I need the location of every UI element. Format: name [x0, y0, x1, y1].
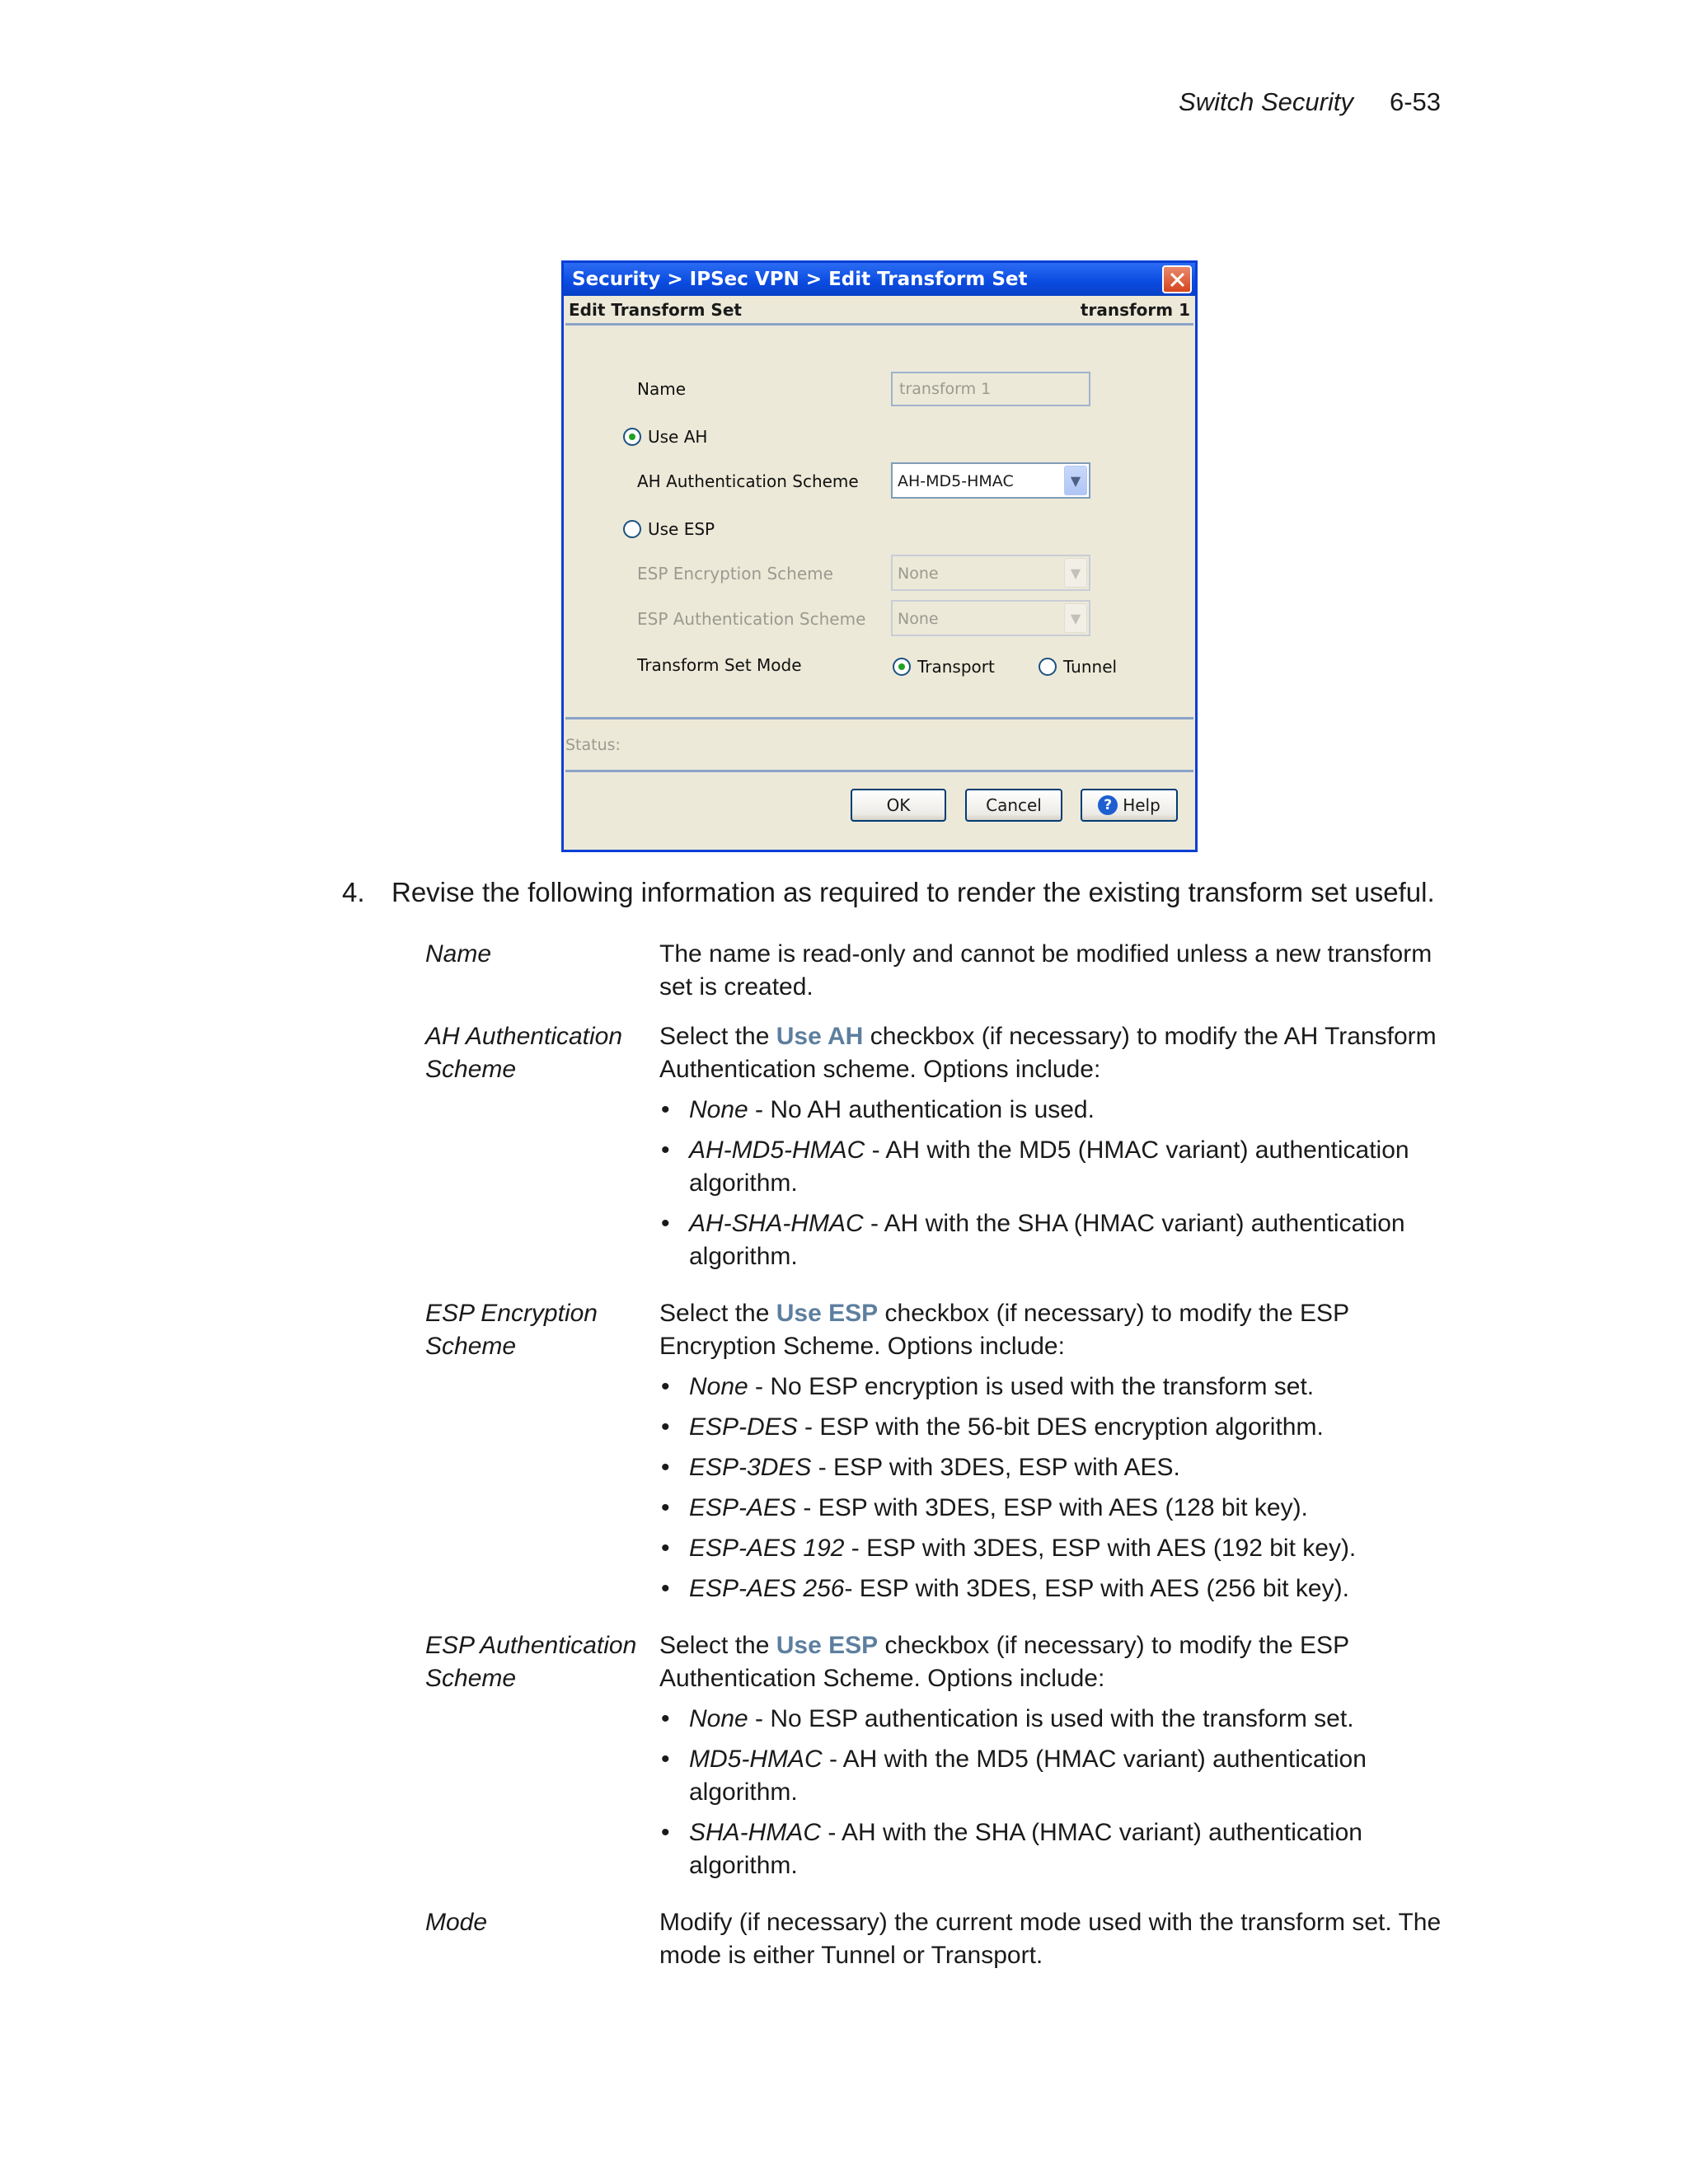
option-list	[659, 1094, 1456, 1273]
name-field: transform 1	[891, 372, 1090, 406]
tunnel-radio[interactable]	[1039, 658, 1057, 676]
list-item	[659, 1207, 1456, 1273]
option-name: ESP-3DES	[689, 1454, 812, 1481]
option-name: ESP-AES	[689, 1494, 797, 1521]
option-text: - AH with the SHA (HMAC variant) authentication algorithm.	[689, 1819, 1362, 1879]
option-text: - AH with the MD5 (HMAC variant) authentication algorithm.	[689, 1137, 1409, 1197]
description-text: checkbox (if necessary) to modify the ESP Authentication Scheme. Options include:	[659, 1632, 1349, 1692]
option-name: ESP-AES 256	[689, 1575, 845, 1602]
option-name: ESP-DES	[689, 1413, 798, 1441]
list-item	[659, 1532, 1456, 1565]
option-text: - No AH authentication is used.	[748, 1096, 1095, 1123]
chevron-down-icon[interactable]: ▼	[1064, 603, 1087, 633]
esp-authentication-select[interactable]	[891, 600, 1090, 636]
description: Modify (if necessary) the current mode used with the transform set. The mode is either Tunnel or Transport.	[659, 1909, 1442, 1969]
step-4	[342, 877, 1455, 908]
option-text: - ESP with 3DES, ESP with AES (192 bit key).	[844, 1535, 1357, 1562]
help-button-label: Help	[1123, 795, 1160, 815]
running-header	[1179, 87, 1441, 117]
close-icon[interactable]	[1162, 265, 1192, 293]
option-text: - AH with the SHA (HMAC variant) authentication algorithm.	[689, 1210, 1405, 1270]
transport-radio[interactable]	[893, 658, 911, 676]
description: The name is read-only and cannot be modified unless a new transform set is created.	[659, 940, 1432, 1001]
description-text: Select the	[659, 1632, 776, 1659]
step-number: 4.	[342, 877, 365, 907]
list-item	[659, 1816, 1456, 1882]
option-name: None	[689, 1705, 748, 1732]
name-label: Name	[637, 379, 687, 399]
status-label: Status:	[565, 735, 621, 754]
list-item	[659, 1451, 1456, 1484]
option-name: None	[689, 1096, 748, 1123]
option-text: - ESP with 3DES, ESP with AES (256 bit key).	[844, 1575, 1349, 1602]
status-bar	[565, 719, 1193, 772]
description	[659, 1629, 1456, 1890]
list-item	[659, 1094, 1456, 1127]
page-number: 6-53	[1389, 87, 1441, 116]
subheader-transform-name: transform 1	[1080, 299, 1190, 320]
option-text: - ESP with 3DES, ESP with AES (128 bit key).	[796, 1494, 1308, 1521]
definition-name	[425, 938, 1456, 1004]
transport-label: Transport	[917, 657, 995, 677]
esp-encryption-value: None	[898, 565, 939, 583]
definition-ah	[425, 1020, 1456, 1281]
option-text: - No ESP authentication is used with the transform set.	[748, 1705, 1354, 1732]
esp-encryption-label: ESP Encryption Scheme	[637, 564, 833, 583]
option-text: - AH with the MD5 (HMAC variant) authentication algorithm.	[689, 1746, 1367, 1806]
list-item	[659, 1703, 1456, 1736]
ah-scheme-select[interactable]	[891, 462, 1090, 499]
esp-authentication-value: None	[898, 610, 939, 628]
definition-esp-authentication	[425, 1629, 1456, 1890]
esp-authentication-label: ESP Authentication Scheme	[637, 609, 866, 629]
definition-mode	[425, 1906, 1456, 1972]
use-esp-radio[interactable]	[623, 520, 641, 538]
definition-list	[425, 938, 1456, 1989]
dialog-titlebar	[564, 263, 1195, 296]
term: ESP Encryption Scheme	[425, 1300, 598, 1360]
term: AH Authentication Scheme	[425, 1023, 623, 1083]
list-item	[659, 1371, 1456, 1404]
cancel-button-label: Cancel	[986, 795, 1042, 815]
ok-button-label: OK	[886, 795, 911, 815]
help-icon: ?	[1098, 795, 1118, 815]
use-ah-label: Use AH	[648, 427, 708, 447]
description	[659, 1020, 1456, 1281]
option-list	[659, 1703, 1456, 1882]
description-text: checkbox (if necessary) to modify the ESP Encryption Scheme. Options include:	[659, 1300, 1349, 1360]
mode-label: Transform Set Mode	[637, 655, 802, 675]
description-text: Select the	[659, 1023, 776, 1050]
definition-esp-encryption	[425, 1297, 1456, 1613]
tunnel-label: Tunnel	[1063, 657, 1118, 677]
list-item	[659, 1411, 1456, 1444]
term: Name	[425, 940, 492, 968]
option-name: AH-SHA-HMAC	[689, 1210, 864, 1237]
option-list	[659, 1371, 1456, 1605]
chevron-down-icon[interactable]: ▼	[1064, 558, 1087, 588]
ah-scheme-value: AH-MD5-HMAC	[898, 472, 1014, 490]
description-text: Select the	[659, 1300, 776, 1327]
term: Mode	[425, 1909, 488, 1936]
keyword: Use ESP	[776, 1632, 879, 1659]
dialog-subheader	[565, 296, 1193, 326]
subheader-title: Edit Transform Set	[569, 299, 742, 320]
keyword: Use ESP	[776, 1300, 879, 1327]
dialog-title: Security > IPSec VPN > Edit Transform Set	[572, 269, 1028, 290]
list-item	[659, 1572, 1456, 1605]
list-item	[659, 1492, 1456, 1525]
use-esp-label: Use ESP	[648, 519, 715, 539]
help-button[interactable]	[1081, 789, 1178, 822]
description-text: checkbox (if necessary) to modify the AH Transform Authentication scheme. Options include:	[659, 1023, 1437, 1083]
term: ESP Authentication Scheme	[425, 1632, 637, 1692]
edit-transform-set-dialog	[561, 260, 1198, 852]
cancel-button[interactable]	[965, 789, 1062, 822]
chevron-down-icon[interactable]: ▼	[1064, 466, 1087, 495]
description	[659, 1297, 1456, 1613]
option-name: SHA-HMAC	[689, 1819, 822, 1846]
option-name: ESP-AES 192	[689, 1535, 845, 1562]
use-ah-radio[interactable]	[623, 428, 641, 446]
option-text: - ESP with the 56-bit DES encryption algorithm.	[797, 1413, 1324, 1441]
option-name: None	[689, 1373, 748, 1400]
list-item	[659, 1134, 1456, 1200]
dialog-button-row	[564, 772, 1195, 846]
transform-set-form	[565, 326, 1193, 719]
option-name: AH-MD5-HMAC	[689, 1137, 865, 1164]
option-name: MD5-HMAC	[689, 1746, 823, 1773]
esp-encryption-select[interactable]	[891, 555, 1090, 591]
step-text: Revise the following information as required to render the existing transform set useful.	[392, 877, 1435, 907]
ah-scheme-label: AH Authentication Scheme	[637, 471, 859, 491]
option-text: - ESP with 3DES, ESP with AES.	[811, 1454, 1180, 1481]
option-text: - No ESP encryption is used with the transform set.	[748, 1373, 1315, 1400]
section-title: Switch Security	[1179, 87, 1353, 116]
list-item	[659, 1743, 1456, 1809]
ok-button[interactable]	[851, 789, 946, 822]
keyword: Use AH	[776, 1023, 864, 1050]
